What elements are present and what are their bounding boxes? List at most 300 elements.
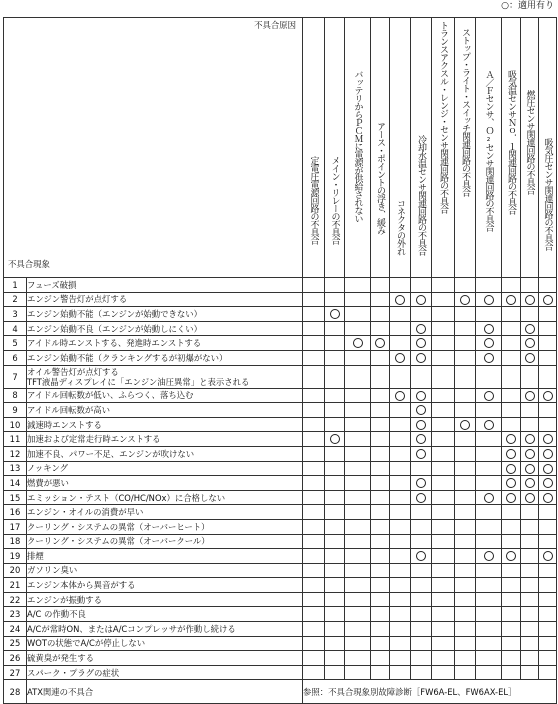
mark-cell bbox=[521, 607, 539, 622]
mark-cell bbox=[521, 336, 539, 351]
mark-cell bbox=[539, 446, 557, 461]
mark-cell bbox=[432, 336, 455, 351]
mark-cell bbox=[345, 549, 371, 564]
mark-cell bbox=[371, 651, 390, 666]
mark-cell bbox=[345, 417, 371, 432]
table-row bbox=[4, 336, 557, 351]
table-row bbox=[4, 549, 557, 564]
mark-cell bbox=[303, 651, 325, 666]
mark-cell bbox=[325, 476, 345, 491]
mark-cell bbox=[345, 622, 371, 637]
mark-cell bbox=[502, 336, 521, 351]
mark-cell bbox=[539, 665, 557, 680]
mark-cell bbox=[476, 651, 502, 666]
symptom-text: 加速不良、パワー不足、エンジンが吹けない bbox=[27, 446, 303, 461]
applicable-mark bbox=[506, 449, 516, 459]
mark-cell bbox=[476, 519, 502, 534]
mark-cell bbox=[432, 578, 455, 593]
mark-cell bbox=[390, 622, 411, 637]
cause-header: ストップ・ライト・スイッチ関連回路の不具合 bbox=[460, 28, 470, 196]
mark-cell bbox=[371, 461, 390, 476]
mark-cell bbox=[502, 607, 521, 622]
mark-cell bbox=[476, 607, 502, 622]
mark-cell bbox=[502, 534, 521, 549]
mark-cell bbox=[325, 519, 345, 534]
mark-cell bbox=[371, 490, 390, 505]
mark-cell bbox=[521, 278, 539, 293]
mark-cell bbox=[539, 461, 557, 476]
mark-cell bbox=[390, 519, 411, 534]
mark-cell bbox=[432, 461, 455, 476]
mark-cell bbox=[476, 490, 502, 505]
mark-cell bbox=[325, 278, 345, 293]
applicable-mark bbox=[506, 478, 516, 488]
mark-cell bbox=[502, 307, 521, 322]
mark-cell bbox=[345, 592, 371, 607]
table-row bbox=[4, 432, 557, 447]
mark-cell bbox=[521, 534, 539, 549]
mark-cell bbox=[476, 321, 502, 336]
mark-cell bbox=[432, 490, 455, 505]
mark-cell bbox=[539, 417, 557, 432]
mark-cell bbox=[325, 665, 345, 680]
mark-cell bbox=[455, 365, 476, 388]
symptom-text: エンジン始動不能（クランキングするが初爆がない） bbox=[27, 350, 303, 365]
applicable-mark bbox=[484, 353, 494, 363]
mark-cell bbox=[539, 388, 557, 403]
applicable-mark bbox=[525, 295, 535, 305]
mark-cell bbox=[521, 665, 539, 680]
mark-cell bbox=[476, 578, 502, 593]
table-row bbox=[4, 607, 557, 622]
row-number: 20 bbox=[4, 563, 27, 578]
mark-cell bbox=[303, 636, 325, 651]
applicable-mark bbox=[460, 420, 470, 430]
mark-cell bbox=[502, 446, 521, 461]
mark-cell bbox=[411, 578, 432, 593]
mark-cell bbox=[455, 476, 476, 491]
mark-cell bbox=[521, 563, 539, 578]
mark-cell bbox=[502, 490, 521, 505]
mark-cell bbox=[476, 665, 502, 680]
mark-cell bbox=[390, 534, 411, 549]
mark-cell bbox=[411, 519, 432, 534]
mark-cell bbox=[521, 505, 539, 520]
cause-header-cell bbox=[345, 18, 371, 278]
mark-cell bbox=[390, 417, 411, 432]
mark-cell bbox=[345, 476, 371, 491]
mark-cell bbox=[390, 636, 411, 651]
symptom-text: クーリング・システムの異常（オーバーヒート） bbox=[27, 519, 303, 534]
mark-cell bbox=[411, 505, 432, 520]
symptom-text: スパーク・プラグの症状 bbox=[27, 665, 303, 680]
applicable-mark bbox=[416, 449, 426, 459]
mark-cell bbox=[502, 403, 521, 418]
applicable-mark bbox=[506, 493, 516, 503]
mark-cell bbox=[411, 549, 432, 564]
mark-cell bbox=[455, 563, 476, 578]
mark-cell bbox=[303, 505, 325, 520]
row-number: 9 bbox=[4, 403, 27, 418]
mark-cell bbox=[432, 292, 455, 307]
mark-cell bbox=[390, 665, 411, 680]
mark-cell bbox=[502, 592, 521, 607]
mark-cell bbox=[432, 307, 455, 322]
mark-cell bbox=[432, 432, 455, 447]
table-row bbox=[4, 278, 557, 293]
mark-cell bbox=[303, 336, 325, 351]
mark-cell bbox=[539, 292, 557, 307]
mark-cell bbox=[345, 350, 371, 365]
reference-text: 参照：不具合現象別故障診断［FW6A-EL、FW6AX-EL］ bbox=[303, 680, 557, 704]
mark-cell bbox=[539, 578, 557, 593]
applicable-mark bbox=[525, 324, 535, 334]
mark-cell bbox=[345, 651, 371, 666]
mark-cell bbox=[303, 490, 325, 505]
table-row bbox=[4, 505, 557, 520]
table-row bbox=[4, 307, 557, 322]
mark-cell bbox=[411, 403, 432, 418]
cause-header-cell bbox=[432, 18, 455, 278]
mark-cell bbox=[345, 321, 371, 336]
mark-cell bbox=[432, 476, 455, 491]
mark-cell bbox=[502, 476, 521, 491]
applicable-mark bbox=[525, 391, 535, 401]
mark-cell bbox=[521, 578, 539, 593]
applicable-mark bbox=[484, 391, 494, 401]
mark-cell bbox=[303, 476, 325, 491]
mark-cell bbox=[411, 321, 432, 336]
mark-cell bbox=[371, 446, 390, 461]
mark-cell bbox=[411, 417, 432, 432]
table-row bbox=[4, 321, 557, 336]
symptom-text: WOTの状態でA/Cが停止しない bbox=[27, 636, 303, 651]
mark-cell bbox=[455, 321, 476, 336]
mark-cell bbox=[476, 592, 502, 607]
symptom-text: アイドル回転数が低い、ふらつく、落ち込む bbox=[27, 388, 303, 403]
mark-cell bbox=[390, 336, 411, 351]
mark-cell bbox=[345, 307, 371, 322]
table-row bbox=[4, 365, 557, 388]
mark-cell bbox=[539, 476, 557, 491]
applicable-mark bbox=[525, 434, 535, 444]
mark-cell bbox=[455, 432, 476, 447]
applicable-mark bbox=[484, 551, 494, 561]
applicable-mark bbox=[416, 434, 426, 444]
row-number: 17 bbox=[4, 519, 27, 534]
applicable-mark bbox=[416, 353, 426, 363]
mark-cell bbox=[521, 549, 539, 564]
mark-cell bbox=[455, 592, 476, 607]
symptom-text: クーリング・システムの異常（オーバークール） bbox=[27, 534, 303, 549]
mark-cell bbox=[539, 321, 557, 336]
mark-cell bbox=[539, 350, 557, 365]
mark-cell bbox=[411, 292, 432, 307]
table-row bbox=[4, 350, 557, 365]
cause-header-cell bbox=[476, 18, 502, 278]
mark-cell bbox=[345, 636, 371, 651]
symptom-text: 硫黄臭が発生する bbox=[27, 651, 303, 666]
applicable-mark bbox=[484, 338, 494, 348]
table-row bbox=[4, 417, 557, 432]
cause-header: 吸気圧センサ関連回路の不具合 bbox=[542, 138, 553, 250]
mark-cell bbox=[325, 622, 345, 637]
mark-cell bbox=[502, 622, 521, 637]
mark-cell bbox=[432, 505, 455, 520]
cause-header-cell bbox=[455, 18, 476, 278]
mark-cell bbox=[390, 490, 411, 505]
row-number: 24 bbox=[4, 622, 27, 637]
applicable-mark bbox=[416, 551, 426, 561]
mark-cell bbox=[521, 365, 539, 388]
applicable-mark bbox=[525, 464, 535, 474]
mark-cell bbox=[325, 432, 345, 447]
symptom-text: ガソリン臭い bbox=[27, 563, 303, 578]
mark-cell bbox=[476, 534, 502, 549]
symptom-text: ノッキング bbox=[27, 461, 303, 476]
mark-cell bbox=[390, 403, 411, 418]
mark-cell bbox=[521, 636, 539, 651]
mark-cell bbox=[411, 592, 432, 607]
mark-cell bbox=[303, 446, 325, 461]
applicable-mark bbox=[460, 295, 470, 305]
applicable-mark bbox=[525, 353, 535, 363]
mark-cell bbox=[432, 534, 455, 549]
cause-header: コネクタの外れ bbox=[395, 199, 405, 255]
mark-cell bbox=[455, 665, 476, 680]
mark-cell bbox=[432, 607, 455, 622]
mark-cell bbox=[325, 578, 345, 593]
mark-cell bbox=[371, 432, 390, 447]
mark-cell bbox=[455, 403, 476, 418]
row-number: 2 bbox=[4, 292, 27, 307]
mark-cell bbox=[325, 636, 345, 651]
mark-cell bbox=[521, 490, 539, 505]
table-row bbox=[4, 292, 557, 307]
mark-cell bbox=[390, 578, 411, 593]
applicable-mark bbox=[484, 493, 494, 503]
mark-cell bbox=[411, 350, 432, 365]
mark-cell bbox=[345, 403, 371, 418]
symptom-text: アイドル回転数が高い bbox=[27, 403, 303, 418]
mark-cell bbox=[502, 292, 521, 307]
symptom-text: A/C の作動不良 bbox=[27, 607, 303, 622]
mark-cell bbox=[455, 490, 476, 505]
row-number: 22 bbox=[4, 592, 27, 607]
mark-cell bbox=[476, 388, 502, 403]
mark-cell bbox=[411, 307, 432, 322]
mark-cell bbox=[455, 417, 476, 432]
mark-cell bbox=[476, 278, 502, 293]
mark-cell bbox=[521, 350, 539, 365]
mark-cell bbox=[455, 446, 476, 461]
symptom-text: ATX関連の不具合 bbox=[27, 680, 303, 704]
mark-cell bbox=[502, 365, 521, 388]
mark-cell bbox=[455, 336, 476, 351]
mark-cell bbox=[455, 350, 476, 365]
mark-cell bbox=[371, 336, 390, 351]
mark-cell bbox=[432, 321, 455, 336]
mark-cell bbox=[390, 592, 411, 607]
mark-cell bbox=[455, 292, 476, 307]
mark-cell bbox=[390, 278, 411, 293]
table-row bbox=[4, 636, 557, 651]
cause-header: メイン・リレーの不具合 bbox=[329, 156, 340, 244]
symptom-text: 燃費が悪い bbox=[27, 476, 303, 491]
mark-cell bbox=[539, 505, 557, 520]
mark-cell bbox=[411, 461, 432, 476]
row-number: 27 bbox=[4, 665, 27, 680]
mark-cell bbox=[325, 350, 345, 365]
mark-cell bbox=[502, 350, 521, 365]
mark-cell bbox=[345, 336, 371, 351]
mark-cell bbox=[325, 403, 345, 418]
mark-cell bbox=[390, 607, 411, 622]
mark-cell bbox=[539, 278, 557, 293]
mark-cell bbox=[455, 519, 476, 534]
header-row bbox=[4, 18, 557, 278]
symptom-text: TFT液晶ディスプレイに「エンジン油圧異常」と表示される bbox=[27, 376, 250, 387]
mark-cell bbox=[411, 636, 432, 651]
mark-cell bbox=[521, 292, 539, 307]
mark-cell bbox=[303, 519, 325, 534]
table-row bbox=[4, 446, 557, 461]
mark-cell bbox=[303, 432, 325, 447]
mark-cell bbox=[303, 365, 325, 388]
mark-cell bbox=[521, 388, 539, 403]
mark-cell bbox=[345, 432, 371, 447]
mark-cell bbox=[432, 350, 455, 365]
cause-header-cell bbox=[521, 18, 539, 278]
mark-cell bbox=[476, 365, 502, 388]
mark-cell bbox=[325, 336, 345, 351]
mark-cell bbox=[303, 665, 325, 680]
corner-cell bbox=[4, 18, 303, 278]
mark-cell bbox=[390, 549, 411, 564]
mark-cell bbox=[371, 417, 390, 432]
symptom-text: エンジンが振動する bbox=[27, 592, 303, 607]
cause-header: Ａ／Ｆセンサ、Ｏ₂センサ関連回路の不具合 bbox=[483, 70, 494, 231]
cause-title: 不具合原因 bbox=[254, 20, 296, 30]
mark-cell bbox=[371, 534, 390, 549]
row-number: 16 bbox=[4, 505, 27, 520]
applicable-mark bbox=[543, 391, 553, 401]
applicable-mark bbox=[543, 464, 553, 474]
mark-cell bbox=[476, 307, 502, 322]
row-number: 13 bbox=[4, 461, 27, 476]
mark-cell bbox=[411, 365, 432, 388]
mark-cell bbox=[455, 461, 476, 476]
row-number: 28 bbox=[4, 680, 27, 704]
mark-cell bbox=[345, 519, 371, 534]
mark-cell bbox=[325, 534, 345, 549]
applicable-mark bbox=[416, 295, 426, 305]
mark-cell bbox=[325, 321, 345, 336]
mark-cell bbox=[303, 461, 325, 476]
mark-cell bbox=[325, 417, 345, 432]
table-row bbox=[4, 592, 557, 607]
mark-cell bbox=[325, 388, 345, 403]
symptom-text: A/Cが常時ON、またはA/Cコンプレッサが作動し続ける bbox=[27, 622, 303, 637]
row-number: 26 bbox=[4, 651, 27, 666]
cause-header: バッテリからＰＣＭに電源が供給されない bbox=[352, 70, 363, 222]
mark-cell bbox=[303, 388, 325, 403]
mark-cell bbox=[325, 446, 345, 461]
mark-cell bbox=[345, 505, 371, 520]
mark-cell bbox=[539, 519, 557, 534]
mark-cell bbox=[455, 578, 476, 593]
mark-cell bbox=[476, 563, 502, 578]
symptom-text: オイル警告灯が点灯する bbox=[27, 366, 119, 377]
applicable-mark bbox=[416, 391, 426, 401]
table-row bbox=[4, 388, 557, 403]
cause-header-cell bbox=[539, 18, 557, 278]
mark-cell bbox=[371, 563, 390, 578]
mark-cell bbox=[502, 432, 521, 447]
row-number: 25 bbox=[4, 636, 27, 651]
mark-cell bbox=[521, 651, 539, 666]
mark-cell bbox=[539, 549, 557, 564]
mark-cell bbox=[476, 432, 502, 447]
applicable-mark bbox=[416, 493, 426, 503]
mark-cell bbox=[303, 578, 325, 593]
mark-cell bbox=[411, 278, 432, 293]
row-number: 6 bbox=[4, 350, 27, 365]
mark-cell bbox=[390, 476, 411, 491]
mark-cell bbox=[390, 461, 411, 476]
table-row bbox=[4, 476, 557, 491]
applicable-mark bbox=[416, 478, 426, 488]
mark-cell bbox=[411, 336, 432, 351]
mark-cell bbox=[455, 278, 476, 293]
mark-cell bbox=[502, 563, 521, 578]
table-row bbox=[4, 534, 557, 549]
mark-cell bbox=[345, 365, 371, 388]
mark-cell bbox=[345, 563, 371, 578]
applicable-mark bbox=[416, 324, 426, 334]
mark-cell bbox=[303, 403, 325, 418]
mark-cell bbox=[476, 476, 502, 491]
mark-cell bbox=[502, 578, 521, 593]
mark-cell bbox=[539, 622, 557, 637]
mark-cell bbox=[390, 292, 411, 307]
row-number: 23 bbox=[4, 607, 27, 622]
mark-cell bbox=[390, 365, 411, 388]
mark-cell bbox=[539, 432, 557, 447]
mark-cell bbox=[521, 461, 539, 476]
mark-cell bbox=[411, 651, 432, 666]
cause-header-cell bbox=[502, 18, 521, 278]
mark-cell bbox=[345, 292, 371, 307]
mark-cell bbox=[345, 388, 371, 403]
mark-cell bbox=[455, 622, 476, 637]
cause-header-cell bbox=[390, 18, 411, 278]
mark-cell bbox=[502, 278, 521, 293]
applicable-mark bbox=[543, 478, 553, 488]
mark-cell bbox=[476, 505, 502, 520]
cause-header-cell bbox=[411, 18, 432, 278]
mark-cell bbox=[502, 549, 521, 564]
mark-cell bbox=[303, 592, 325, 607]
mark-cell bbox=[502, 461, 521, 476]
mark-cell bbox=[521, 403, 539, 418]
row-number: 5 bbox=[4, 336, 27, 351]
mark-cell bbox=[411, 432, 432, 447]
table-body bbox=[4, 18, 557, 704]
applicable-mark bbox=[543, 295, 553, 305]
mark-cell bbox=[371, 592, 390, 607]
symptom-cell bbox=[27, 365, 303, 388]
